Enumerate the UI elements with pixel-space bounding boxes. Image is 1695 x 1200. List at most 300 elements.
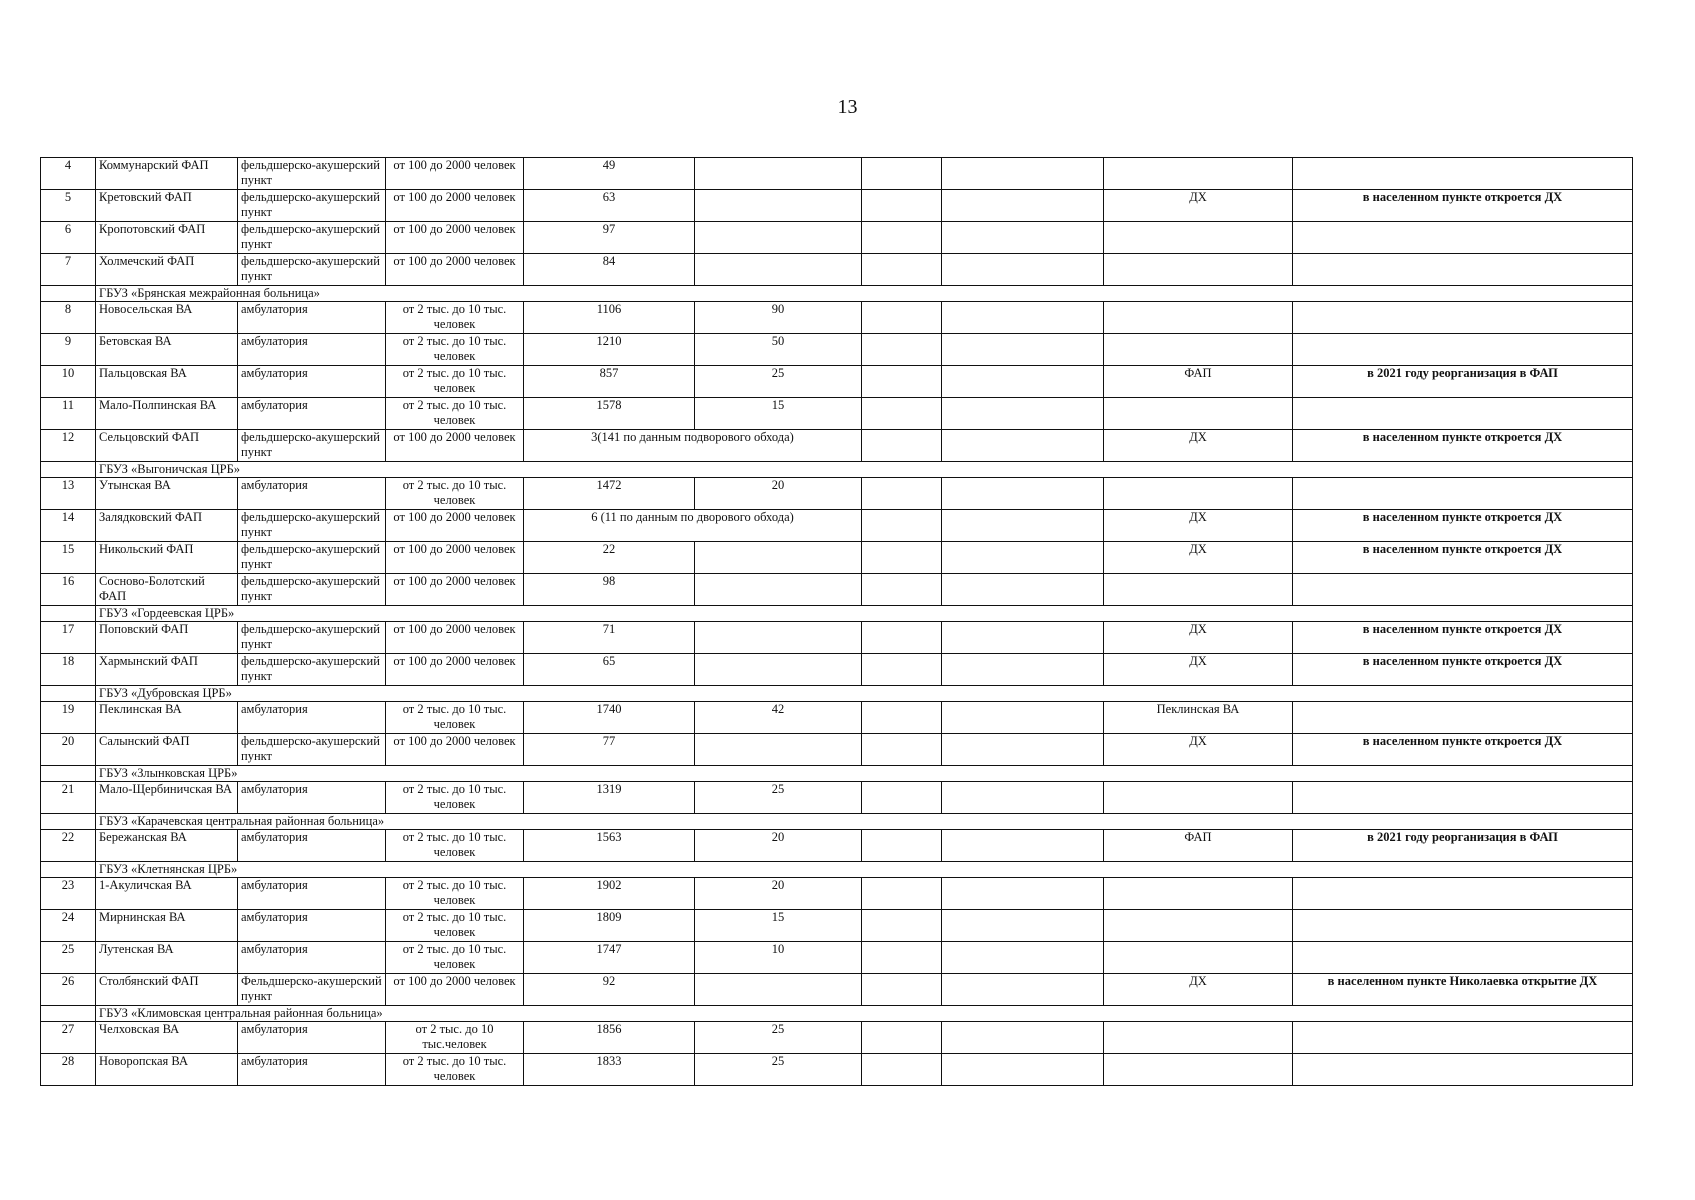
group-header-row [41,686,1633,702]
population-value: 1210 [524,334,695,366]
empty-cell [862,510,942,542]
population-value-2: 25 [695,782,862,814]
planned-change: ФАП [1104,366,1293,398]
facility-name: Кропотовский ФАП [96,222,238,254]
empty-cell [862,254,942,286]
population-value-2 [695,158,862,190]
planned-change: ФАП [1104,830,1293,862]
population-range: от 100 до 2000 человек [386,510,524,542]
empty-cell [942,510,1104,542]
group-header-row [41,814,1633,830]
empty-cell [942,574,1104,606]
row-number: 11 [41,398,96,430]
population-value: 1563 [524,830,695,862]
facility-name: Лутенская ВА [96,942,238,974]
empty-cell [862,158,942,190]
empty-cell [862,398,942,430]
population-value: 22 [524,542,695,574]
row-number: 27 [41,1022,96,1054]
planned-change [1104,158,1293,190]
facility-kind: фельдшерско-акушерский пункт [238,654,386,686]
population-range: от 2 тыс. до 10 тыс. человек [386,942,524,974]
group-header-label: ГБУЗ «Злынковская ЦРБ» [96,766,1633,782]
row-number: 14 [41,510,96,542]
population-value: 65 [524,654,695,686]
population-range: от 100 до 2000 человек [386,254,524,286]
row-number: 25 [41,942,96,974]
empty-cell [942,254,1104,286]
planned-change: ДХ [1104,622,1293,654]
population-range: от 100 до 2000 человек [386,542,524,574]
planned-change: ДХ [1104,190,1293,222]
facility-name: Пеклинская ВА [96,702,238,734]
row-number: 21 [41,782,96,814]
comment [1293,910,1633,942]
population-value: 1856 [524,1022,695,1054]
empty-cell [942,430,1104,462]
planned-change [1104,1054,1293,1086]
table-row [41,654,1633,686]
empty-cell [41,766,96,782]
population-range: от 100 до 2000 человек [386,158,524,190]
population-value: 1472 [524,478,695,510]
population-range: от 2 тыс. до 10 тыс. человек [386,782,524,814]
population-range: от 100 до 2000 человек [386,430,524,462]
empty-cell [942,830,1104,862]
facility-name: Пальцовская ВА [96,366,238,398]
row-number: 28 [41,1054,96,1086]
row-number: 22 [41,830,96,862]
empty-cell [862,878,942,910]
empty-cell [862,830,942,862]
group-header-label: ГБУЗ «Гордеевская ЦРБ» [96,606,1633,622]
planned-change [1104,942,1293,974]
facility-name: Бережанская ВА [96,830,238,862]
population-range: от 100 до 2000 человек [386,222,524,254]
facility-name: Никольский ФАП [96,542,238,574]
population-value-2 [695,542,862,574]
planned-change [1104,222,1293,254]
row-number: 4 [41,158,96,190]
population-value: 77 [524,734,695,766]
table-row [41,1022,1633,1054]
population-value: 1833 [524,1054,695,1086]
population-value-2: 50 [695,334,862,366]
empty-cell [942,1022,1104,1054]
empty-cell [862,702,942,734]
table-row [41,574,1633,606]
facility-kind: фельдшерско-акушерский пункт [238,254,386,286]
population-range: от 2 тыс. до 10 тыс. человек [386,1054,524,1086]
comment [1293,222,1633,254]
facility-name: Кретовский ФАП [96,190,238,222]
planned-change [1104,478,1293,510]
population-value-2 [695,222,862,254]
empty-cell [942,942,1104,974]
table-row [41,942,1633,974]
facility-kind: амбулатория [238,782,386,814]
facility-name: Мало-Полпинская ВА [96,398,238,430]
facility-kind: фельдшерско-акушерский пункт [238,430,386,462]
population-value-2 [695,574,862,606]
population-value: 1319 [524,782,695,814]
facility-kind: Фельдшерско-акушерский пункт [238,974,386,1006]
planned-change: ДХ [1104,734,1293,766]
population-range: от 100 до 2000 человек [386,734,524,766]
population-value: 1740 [524,702,695,734]
row-number: 20 [41,734,96,766]
table-row [41,398,1633,430]
row-number: 24 [41,910,96,942]
empty-cell [862,1054,942,1086]
row-number: 5 [41,190,96,222]
table-row [41,782,1633,814]
facility-kind: амбулатория [238,702,386,734]
group-header-label: ГБУЗ «Выгоничская ЦРБ» [96,462,1633,478]
population-value-2: 42 [695,702,862,734]
group-header-row [41,1006,1633,1022]
facility-kind: фельдшерско-акушерский пункт [238,574,386,606]
empty-cell [862,622,942,654]
empty-cell [862,366,942,398]
row-number: 19 [41,702,96,734]
population-value-2 [695,254,862,286]
population-value-2: 15 [695,398,862,430]
row-number: 6 [41,222,96,254]
group-header-row [41,606,1633,622]
population-value: 1578 [524,398,695,430]
population-value: 1902 [524,878,695,910]
empty-cell [862,478,942,510]
population-value-2: 20 [695,878,862,910]
comment [1293,302,1633,334]
planned-change: ДХ [1104,974,1293,1006]
table-row [41,910,1633,942]
population-value-2: 25 [695,366,862,398]
row-number: 18 [41,654,96,686]
empty-cell [942,478,1104,510]
population-value-2: 90 [695,302,862,334]
comment [1293,1022,1633,1054]
empty-cell [862,190,942,222]
population-range: от 2 тыс. до 10 тыс. человек [386,910,524,942]
empty-cell [41,286,96,302]
population-range: от 100 до 2000 человек [386,574,524,606]
comment: в населенном пункте откроется ДХ [1293,510,1633,542]
population-value: 1106 [524,302,695,334]
population-range: от 100 до 2000 человек [386,974,524,1006]
comment: в населенном пункте откроется ДХ [1293,734,1633,766]
empty-cell [942,654,1104,686]
facility-name: Салынский ФАП [96,734,238,766]
facility-name: Столбянский ФАП [96,974,238,1006]
facility-kind: фельдшерско-акушерский пункт [238,190,386,222]
comment [1293,158,1633,190]
empty-cell [862,942,942,974]
population-value: 1747 [524,942,695,974]
comment [1293,398,1633,430]
empty-cell [862,910,942,942]
comment: в населенном пункте откроется ДХ [1293,654,1633,686]
row-number: 26 [41,974,96,1006]
population-value: 6 (11 по данным по дворового обхода) [524,510,862,542]
population-range: от 2 тыс. до 10 тыс. человек [386,366,524,398]
empty-cell [41,686,96,702]
population-value: 857 [524,366,695,398]
table-row [41,254,1633,286]
empty-cell [942,398,1104,430]
empty-cell [41,606,96,622]
planned-change [1104,1022,1293,1054]
population-value-2: 20 [695,830,862,862]
population-range: от 2 тыс. до 10 тыс.человек [386,1022,524,1054]
population-range: от 100 до 2000 человек [386,654,524,686]
table-row [41,830,1633,862]
empty-cell [862,302,942,334]
population-value: 84 [524,254,695,286]
facility-name: Сельцовский ФАП [96,430,238,462]
row-number: 8 [41,302,96,334]
table-row [41,542,1633,574]
empty-cell [862,574,942,606]
facility-name: Хармынский ФАП [96,654,238,686]
row-number: 23 [41,878,96,910]
table-row [41,430,1633,462]
facility-name: Сосново-Болотский ФАП [96,574,238,606]
facility-kind: амбулатория [238,302,386,334]
facility-name: Залядковский ФАП [96,510,238,542]
table-row [41,702,1633,734]
empty-cell [942,878,1104,910]
page-number: 13 [837,96,858,118]
planned-change [1104,398,1293,430]
population-range: от 2 тыс. до 10 тыс. человек [386,334,524,366]
group-header-row [41,862,1633,878]
facility-kind: амбулатория [238,334,386,366]
comment [1293,478,1633,510]
table-row [41,190,1633,222]
comment [1293,942,1633,974]
group-header-label: ГБУЗ «Климовская центральная районная больница» [96,1006,1633,1022]
facility-kind: амбулатория [238,366,386,398]
comment: в населенном пункте откроется ДХ [1293,190,1633,222]
population-value-2: 25 [695,1022,862,1054]
facility-name: Новосельская ВА [96,302,238,334]
population-range: от 2 тыс. до 10 тыс. человек [386,478,524,510]
row-number: 9 [41,334,96,366]
population-value: 98 [524,574,695,606]
facility-name: 1-Акуличская ВА [96,878,238,910]
facility-kind: амбулатория [238,830,386,862]
empty-cell [942,366,1104,398]
population-value-2 [695,974,862,1006]
empty-cell [942,974,1104,1006]
population-range: от 2 тыс. до 10 тыс. человек [386,302,524,334]
empty-cell [862,334,942,366]
facility-kind: фельдшерско-акушерский пункт [238,158,386,190]
population-range: от 2 тыс. до 10 тыс. человек [386,878,524,910]
population-value-2: 15 [695,910,862,942]
row-number: 16 [41,574,96,606]
facility-kind: фельдшерско-акушерский пункт [238,734,386,766]
group-header-row [41,462,1633,478]
empty-cell [862,542,942,574]
empty-cell [41,862,96,878]
facility-kind: амбулатория [238,910,386,942]
comment: в населенном пункте откроется ДХ [1293,542,1633,574]
group-header-row [41,286,1633,302]
group-header-label: ГБУЗ «Клетнянская ЦРБ» [96,862,1633,878]
group-header-label: ГБУЗ «Карачевская центральная районная больница» [96,814,1633,830]
empty-cell [942,910,1104,942]
planned-change: ДХ [1104,510,1293,542]
facility-kind: амбулатория [238,1054,386,1086]
table-row [41,334,1633,366]
comment: в 2021 году реорганизация в ФАП [1293,830,1633,862]
comment [1293,1054,1633,1086]
empty-cell [942,334,1104,366]
population-value: 63 [524,190,695,222]
planned-change [1104,910,1293,942]
population-value-2 [695,190,862,222]
planned-change [1104,334,1293,366]
row-number: 15 [41,542,96,574]
population-range: от 2 тыс. до 10 тыс. человек [386,830,524,862]
facility-kind: амбулатория [238,942,386,974]
empty-cell [942,302,1104,334]
facility-kind: фельдшерско-акушерский пункт [238,542,386,574]
empty-cell [862,974,942,1006]
population-value-2: 25 [695,1054,862,1086]
facility-kind: фельдшерско-акушерский пункт [238,222,386,254]
row-number: 7 [41,254,96,286]
facility-kind: амбулатория [238,878,386,910]
empty-cell [942,782,1104,814]
population-range: от 100 до 2000 человек [386,622,524,654]
table-row [41,510,1633,542]
empty-cell [41,462,96,478]
facility-name: Поповский ФАП [96,622,238,654]
planned-change [1104,574,1293,606]
population-value: 3(141 по данным подворового обхода) [524,430,862,462]
empty-cell [862,430,942,462]
comment [1293,334,1633,366]
comment [1293,254,1633,286]
empty-cell [942,158,1104,190]
facility-name: Коммунарский ФАП [96,158,238,190]
empty-cell [862,654,942,686]
facility-name: Новоропская ВА [96,1054,238,1086]
facility-name: Утынская ВА [96,478,238,510]
empty-cell [942,622,1104,654]
planned-change [1104,254,1293,286]
empty-cell [41,1006,96,1022]
empty-cell [942,222,1104,254]
population-value-2 [695,654,862,686]
facilities-table [40,157,1633,1086]
empty-cell [862,734,942,766]
planned-change: Пеклинская ВА [1104,702,1293,734]
population-value-2 [695,734,862,766]
empty-cell [862,782,942,814]
population-value: 97 [524,222,695,254]
empty-cell [41,814,96,830]
facility-kind: фельдшерско-акушерский пункт [238,622,386,654]
facility-kind: фельдшерско-акушерский пункт [238,510,386,542]
row-number: 17 [41,622,96,654]
comment: в населенном пункте откроется ДХ [1293,430,1633,462]
population-value: 49 [524,158,695,190]
facility-kind: амбулатория [238,1022,386,1054]
facility-kind: амбулатория [238,398,386,430]
population-range: от 100 до 2000 человек [386,190,524,222]
comment: в населенном пункте Николаевка открытие ДХ [1293,974,1633,1006]
table-row [41,974,1633,1006]
empty-cell [942,1054,1104,1086]
facility-name: Бетовская ВА [96,334,238,366]
table-row [41,734,1633,766]
population-value-2 [695,622,862,654]
facility-name: Холмечский ФАП [96,254,238,286]
comment: в населенном пункте откроется ДХ [1293,622,1633,654]
table-row [41,366,1633,398]
table-row [41,1054,1633,1086]
comment [1293,702,1633,734]
comment [1293,782,1633,814]
population-value: 1809 [524,910,695,942]
empty-cell [942,702,1104,734]
population-value: 92 [524,974,695,1006]
planned-change: ДХ [1104,430,1293,462]
facility-name: Челховская ВА [96,1022,238,1054]
planned-change: ДХ [1104,654,1293,686]
comment [1293,574,1633,606]
planned-change [1104,782,1293,814]
population-value: 71 [524,622,695,654]
table-row [41,222,1633,254]
population-range: от 2 тыс. до 10 тыс. человек [386,398,524,430]
table-row [41,622,1633,654]
population-value-2: 20 [695,478,862,510]
table-row [41,302,1633,334]
row-number: 12 [41,430,96,462]
planned-change [1104,878,1293,910]
empty-cell [862,222,942,254]
facility-kind: амбулатория [238,478,386,510]
table-row [41,478,1633,510]
group-header-label: ГБУЗ «Дубровская ЦРБ» [96,686,1633,702]
empty-cell [942,542,1104,574]
facility-name: Мало-Щербиничская ВА [96,782,238,814]
comment [1293,878,1633,910]
group-header-row [41,766,1633,782]
empty-cell [942,734,1104,766]
table-row [41,878,1633,910]
group-header-label: ГБУЗ «Брянская межрайонная больница» [96,286,1633,302]
planned-change: ДХ [1104,542,1293,574]
row-number: 13 [41,478,96,510]
population-value-2: 10 [695,942,862,974]
population-range: от 2 тыс. до 10 тыс. человек [386,702,524,734]
table-body [41,158,1633,1086]
planned-change [1104,302,1293,334]
facility-name: Мирнинская ВА [96,910,238,942]
empty-cell [862,1022,942,1054]
row-number: 10 [41,366,96,398]
table-row [41,158,1633,190]
comment: в 2021 году реорганизация в ФАП [1293,366,1633,398]
empty-cell [942,190,1104,222]
